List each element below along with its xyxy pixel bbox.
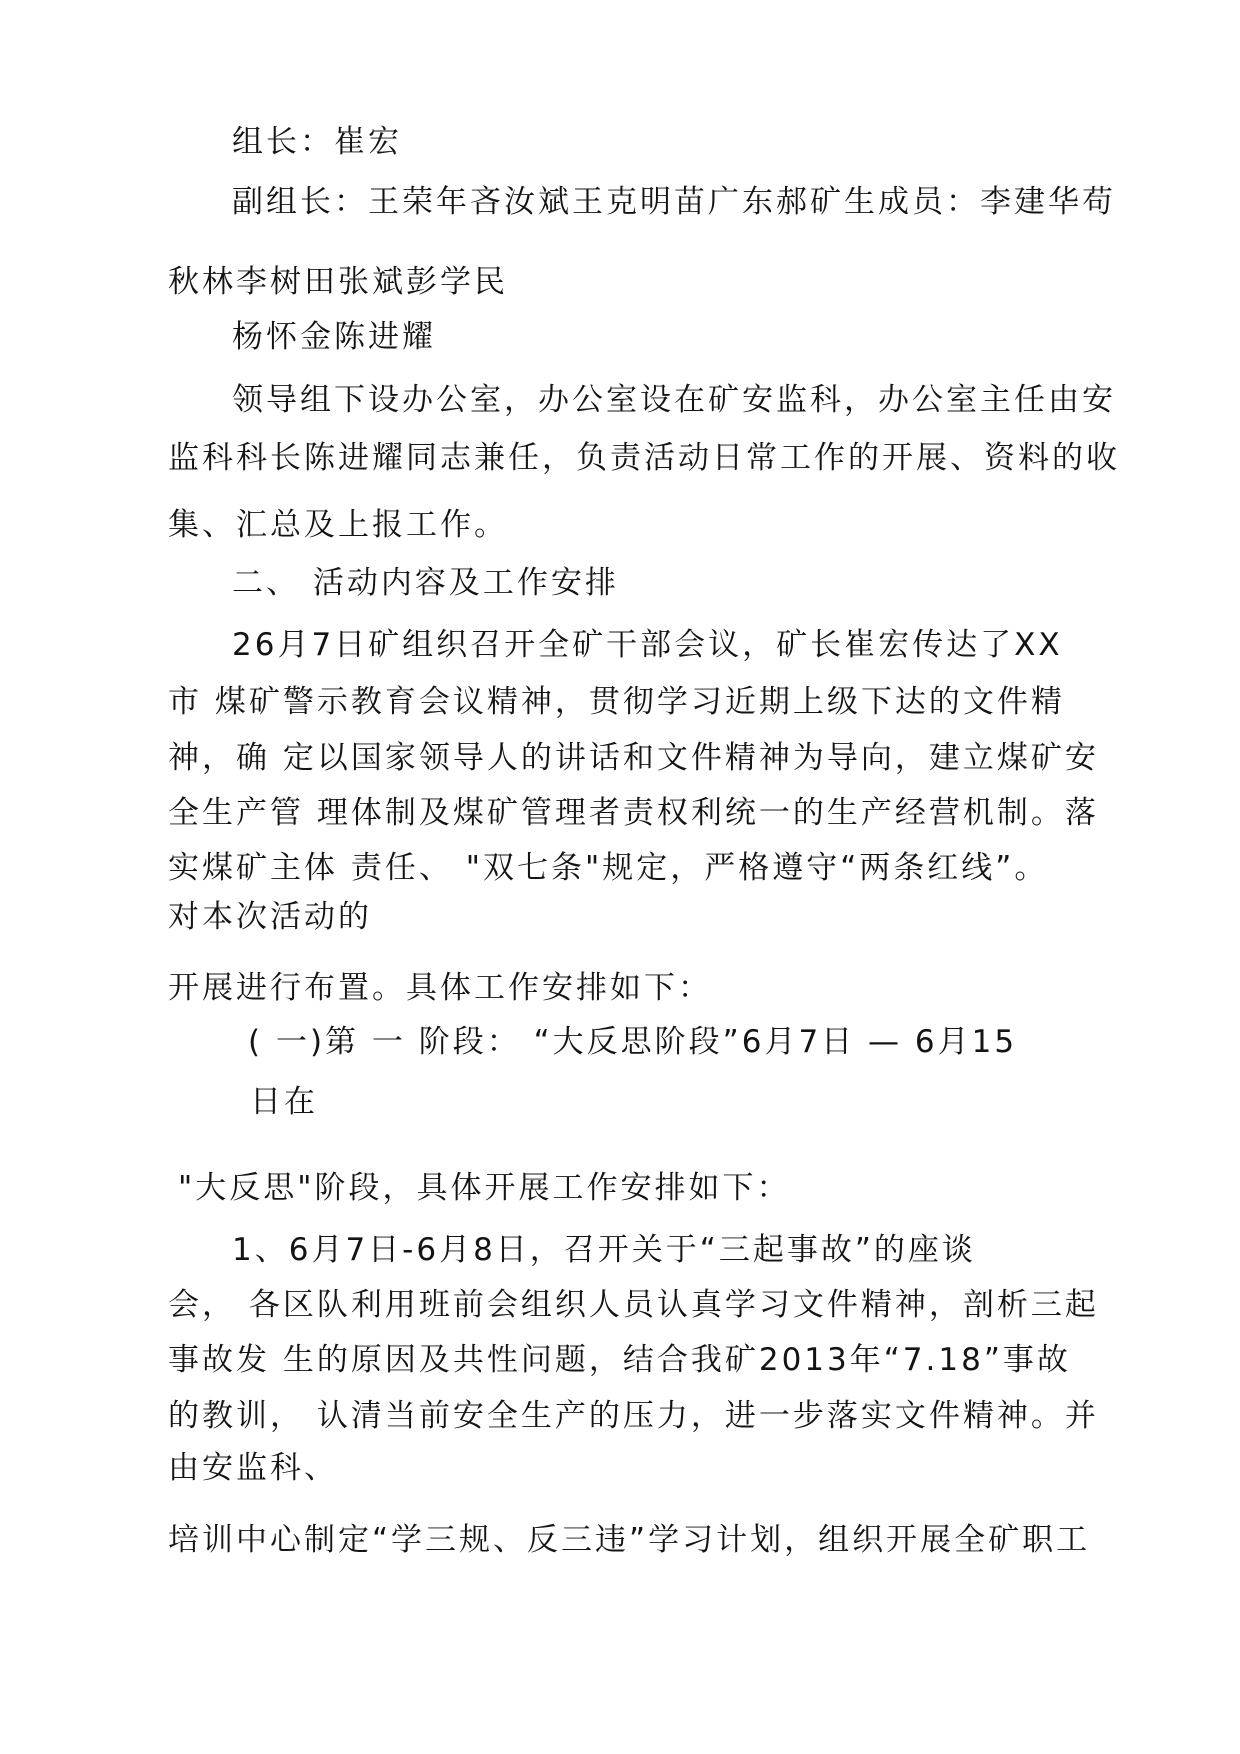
text-line: 事故发 生的原因及共性问题，结合我矿2013年“7.18”事故 — [168, 1342, 1071, 1378]
text-line: 监科科长陈进耀同志兼任，负责活动日常工作的开展、资料的收 — [168, 440, 1120, 476]
text-line: 秋林李树田张斌彭学民 — [168, 264, 508, 300]
text-line: 杨怀金陈进耀 — [232, 319, 436, 355]
text-line: 全生产管 理体制及煤矿管理者责权利统一的生产经营机制。落 — [168, 795, 1099, 831]
text-line: 领导组下设办公室，办公室设在矿安监科，办公室主任由安 — [232, 382, 1116, 418]
text-line: 由安监科、 — [168, 1450, 338, 1486]
text-line: 副组长：王荣年吝汝斌王克明苗广东郝矿生成员：李建华苟 — [232, 184, 1116, 220]
text-line: 开展进行布置。具体工作安排如下： — [168, 970, 712, 1006]
text-line: 集、汇总及上报工作。 — [168, 507, 508, 543]
text-line: 神，确 定以国家领导人的讲话和文件精神为导向，建立煤矿安 — [168, 740, 1099, 776]
stage-heading: ( 一)第 一 阶段： “大反思阶段”6月7日 — 6月15 — [248, 1024, 1018, 1060]
text-line: 组长：崔宏 — [232, 124, 402, 160]
text-line: 1、6月7日-6月8日，召开关于“三起事故”的座谈 — [232, 1232, 976, 1268]
text-line: 26月7日矿组织召开全矿干部会议，矿长崔宏传达了XX — [232, 627, 1063, 663]
text-line: 市 煤矿警示教育会议精神，贯彻学习近期上级下达的文件精 — [168, 684, 1065, 720]
text-line: 会， 各区队利用班前会组织人员认真学习文件精神，剖析三起 — [168, 1287, 1099, 1323]
text-line: 的教训， 认清当前安全生产的压力，进一步落实文件精神。并 — [168, 1398, 1099, 1434]
section-heading: 二、 活动内容及工作安排 — [232, 565, 619, 601]
text-line: 日在 — [250, 1084, 318, 1120]
text-line: "大反思"阶段，具体开展工作安排如下： — [178, 1170, 791, 1206]
text-line: 实煤矿主体 责任、 "双七条"规定，严格遵守“两条红线”。 — [168, 850, 1049, 886]
text-line: 培训中心制定“学三规、反三违”学习计划，组织开展全矿职工 — [168, 1522, 1091, 1558]
text-line: 对本次活动的 — [168, 899, 372, 935]
